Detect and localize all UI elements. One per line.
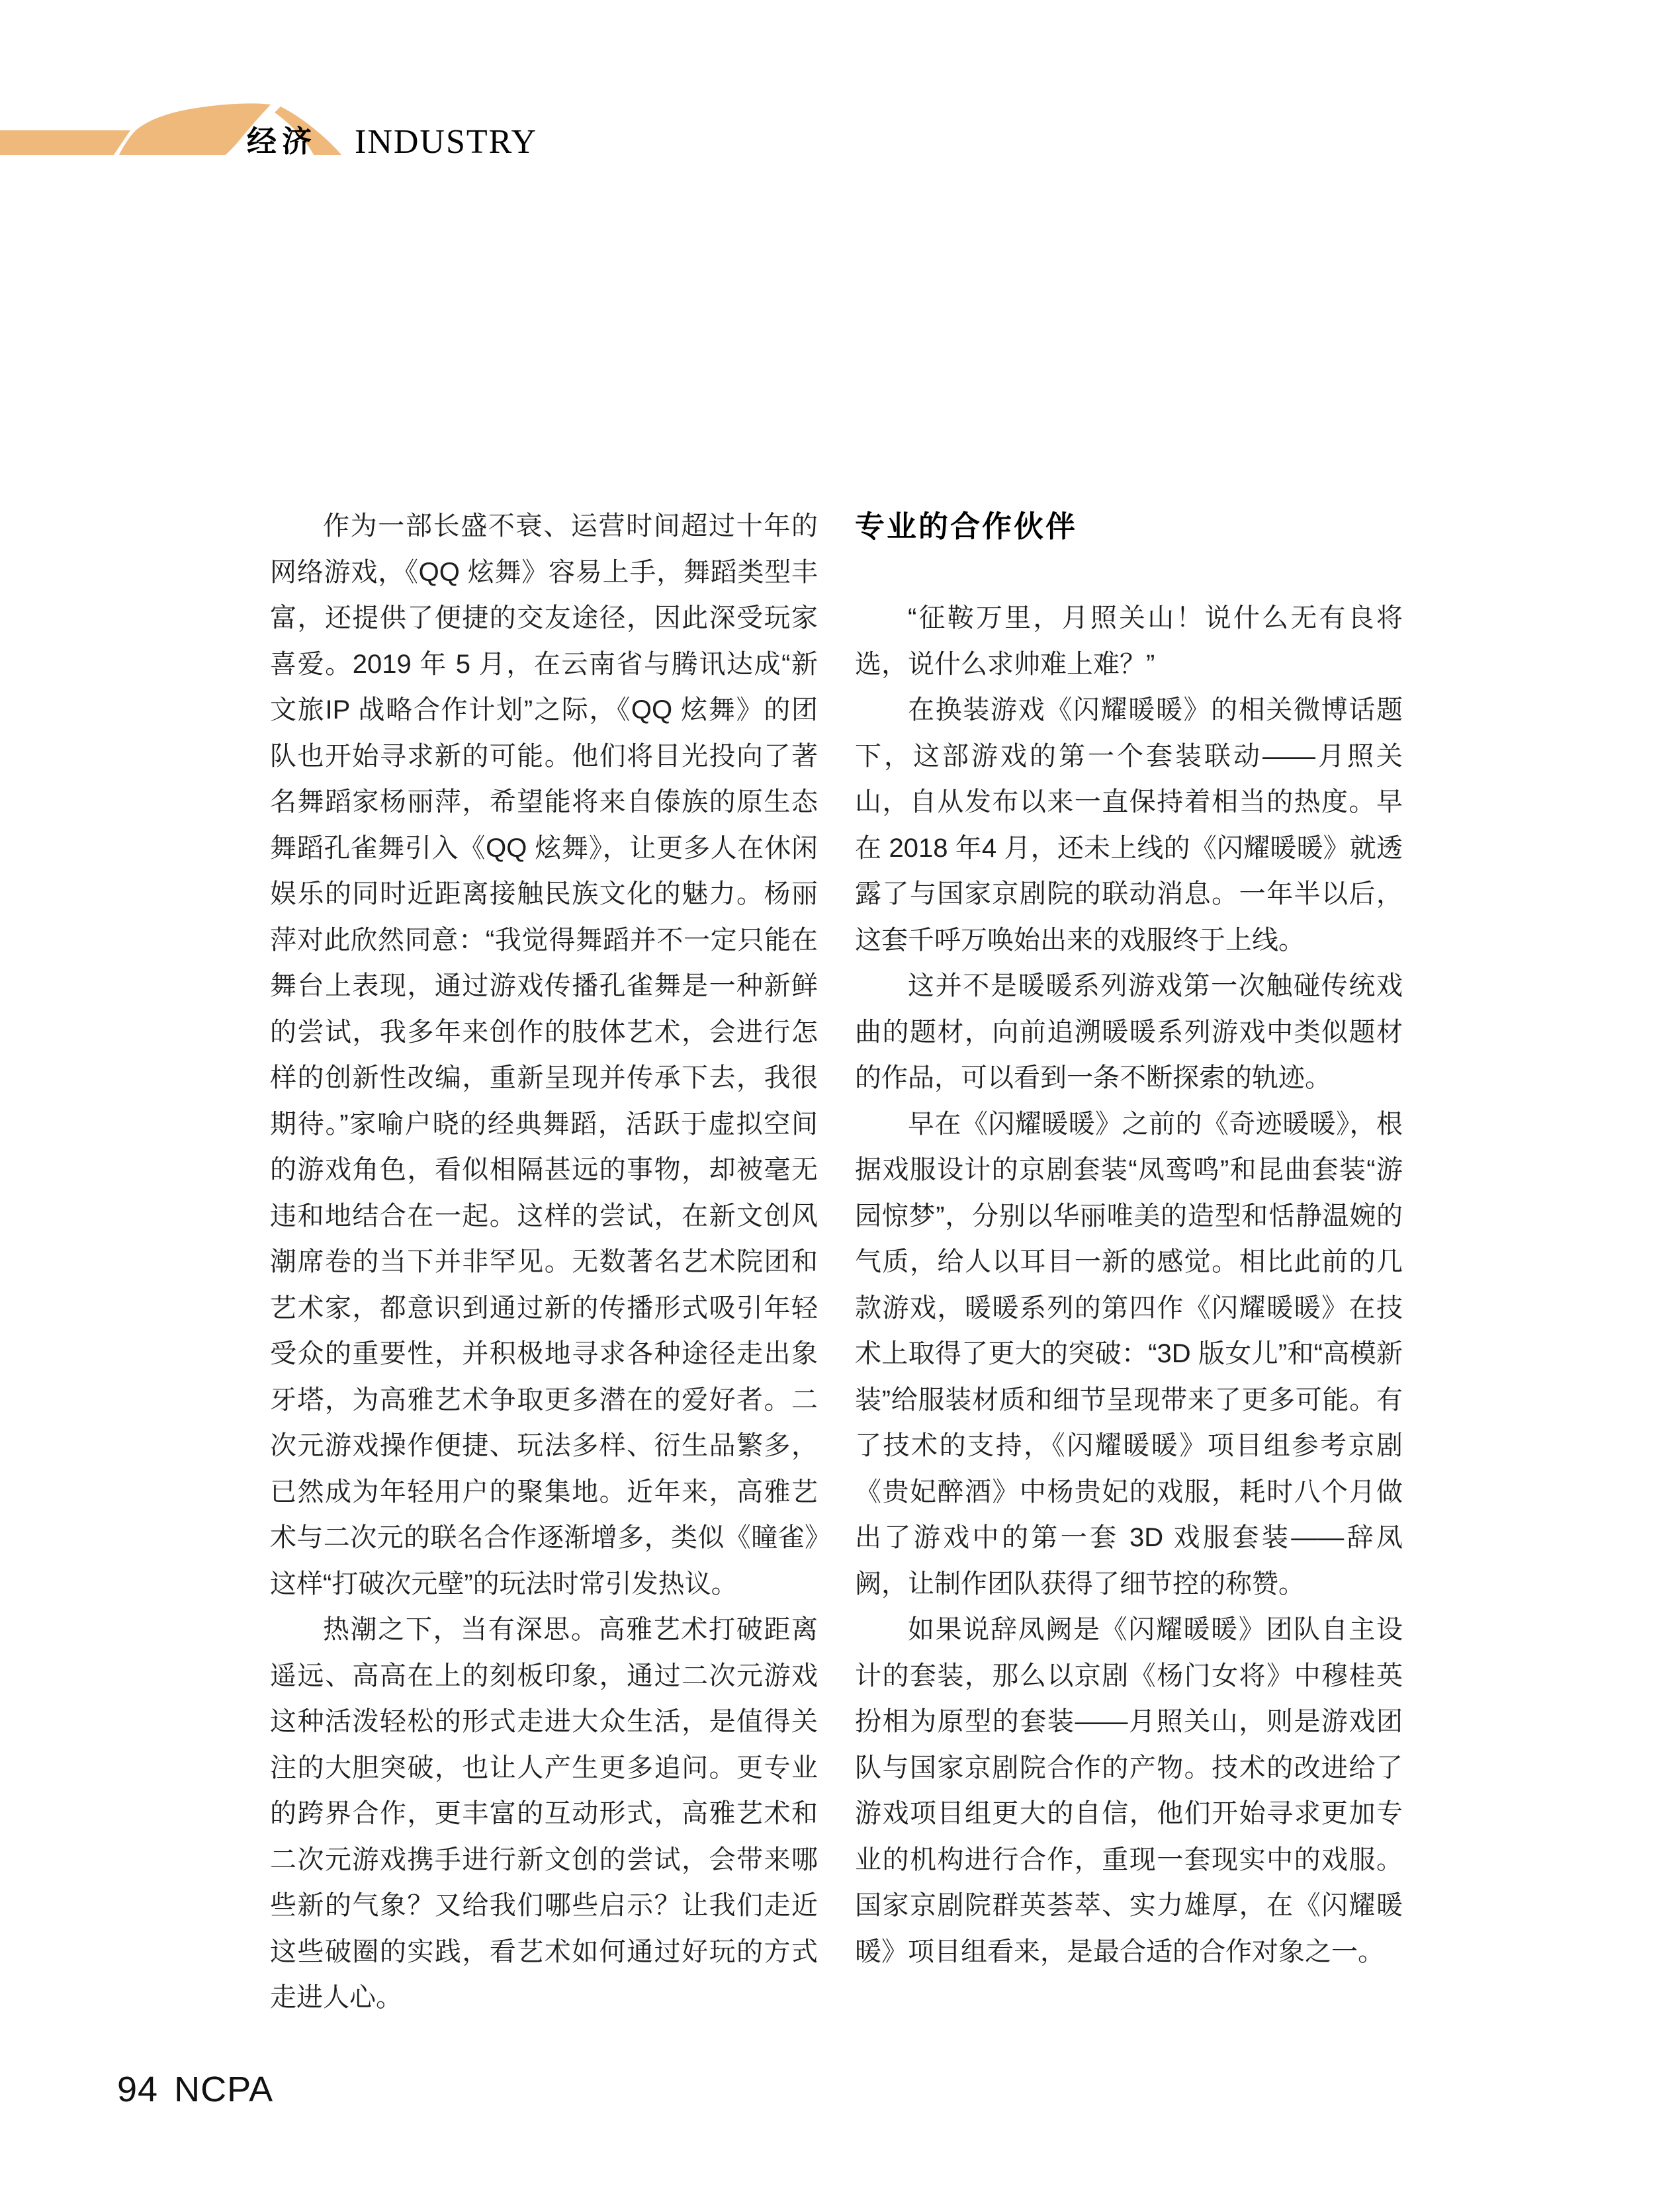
page-number: 94 [117,2070,159,2109]
paragraph: 热潮之下，当有深思。高雅艺术打破距离遥远、高高在上的刻板印象，通过二次元游戏这种活泼轻松的形式走进大众生活，是值得关注的大胆突破，也让人产生更多追问。更专业的跨界合作，更丰富的互动形式，高雅艺术和二次元游戏携手进行新文创的尝试，会带来哪些新的气象？又给我们哪些启示？让我们走近这些破圈的实践，看艺术如何通过好玩的方式走进人心。 [270,1615,818,2012]
journal-name: NCPA [174,2070,274,2109]
paragraph: 作为一部长盛不衰、运营时间超过十年的网络游戏，《QQ 炫舞》容易上手，舞蹈类型丰富，还提供了便捷的交友途径，因此深受玩家喜爱。2019 年 5 月，在云南省与腾讯达成“新文旅IP 战略合作计划”之际，《QQ 炫舞》的团队也开始寻求新的可能。他们将目光投向了著名舞蹈家杨丽萍，希望能将来自傣族的原生态舞蹈孔雀舞引入《QQ 炫舞》，让更多人在休闲娱乐的同时近距离接触民族文化的魅力。杨丽萍对此欣然同意：“我觉得舞蹈并不一定只能在舞台上表现，通过游戏传播孔雀舞是一种新鲜的尝试，我多年来创作的肢体艺术，会进行怎样的创新性改编，重新呈现并传承下去，我很期待。”家喻户晓的经典舞蹈，活跃于虚拟空间的游戏角色，看似相隔甚远的事物，却被毫无违和地结合在一起。这样的尝试，在新文创风潮席卷的当下并非罕见。无数著名艺术院团和艺术家，都意识到通过新的传播形式吸引年轻受众的重要性，并积极地寻求各种途径走出象牙塔，为高雅艺术争取更多潜在的爱好者。二次元游戏操作便捷、玩法多样、衍生品繁多，已然成为年轻用户的聚集地。近年来，高雅艺术与二次元的联名合作逐渐增多，类似《瞳雀》这样“打破次元壁”的玩法时常引发热议。 [270,511,818,1598]
left-text-column [270,503,818,2021]
paragraph: 如果说辞凤阙是《闪耀暖暖》团队自主设计的套装，那么以京剧《杨门女将》中穆桂英扮相为原型的套装——月照关山，则是游戏团队与国家京剧院合作的产物。技术的改进给了游戏项目组更大的自信，他们开始寻求更加专业的机构进行合作，重现一套现实中的戏服。国家京剧院群英荟萃、实力雄厚，在《闪耀暖暖》项目组看来，是最合适的合作对象之一。 [855,1615,1403,1966]
page-footer [117,2072,273,2107]
paragraph: 在换装游戏《闪耀暖暖》的相关微博话题下，这部游戏的第一个套装联动——月照关山，自从发布以来一直保持着相当的热度。早在 2018 年4 月，还未上线的《闪耀暖暖》就透露了与国家京剧院的联动消息。一年半以后，这套千呼万唤始出来的戏服终于上线。 [855,695,1403,955]
header-bar-shape [0,130,130,155]
right-text-column [855,503,1403,1975]
section-title-en: INDUSTRY [355,123,538,161]
right-column-paragraphs [855,595,1403,1975]
paragraph: 这并不是暖暖系列游戏第一次触碰传统戏曲的题材，向前追溯暖暖系列游戏中类似题材的作品，可以看到一条不断探索的轨迹。 [855,971,1403,1092]
section-title-cn: 经济 [247,124,318,158]
subsection-heading: 专业的合作伙伴 [855,509,1078,543]
paragraph: “征鞍万里，月照关山！说什么无有良将选，说什么求帅难上难？” [855,603,1403,679]
paragraph: 早在《闪耀暖暖》之前的《奇迹暖暖》，根据戏服设计的京剧套装“凤鸾鸣”和昆曲套装“游园惊梦”，分别以华丽唯美的造型和恬静温婉的气质，给人以耳目一新的感觉。相比此前的几款游戏，暖暖系列的第四作《闪耀暖暖》在技术上取得了更大的突破：“3D 版女儿”和“高模新装”给服装材质和细节呈现带来了更多可能。有了技术的支持，《闪耀暖暖》项目组参考京剧《贵妃醉酒》中杨贵妃的戏服，耗时八个月做出了游戏中的第一套 3D 戏服套装——辞凤阙，让制作团队获得了细节控的称赞。 [855,1109,1403,1598]
